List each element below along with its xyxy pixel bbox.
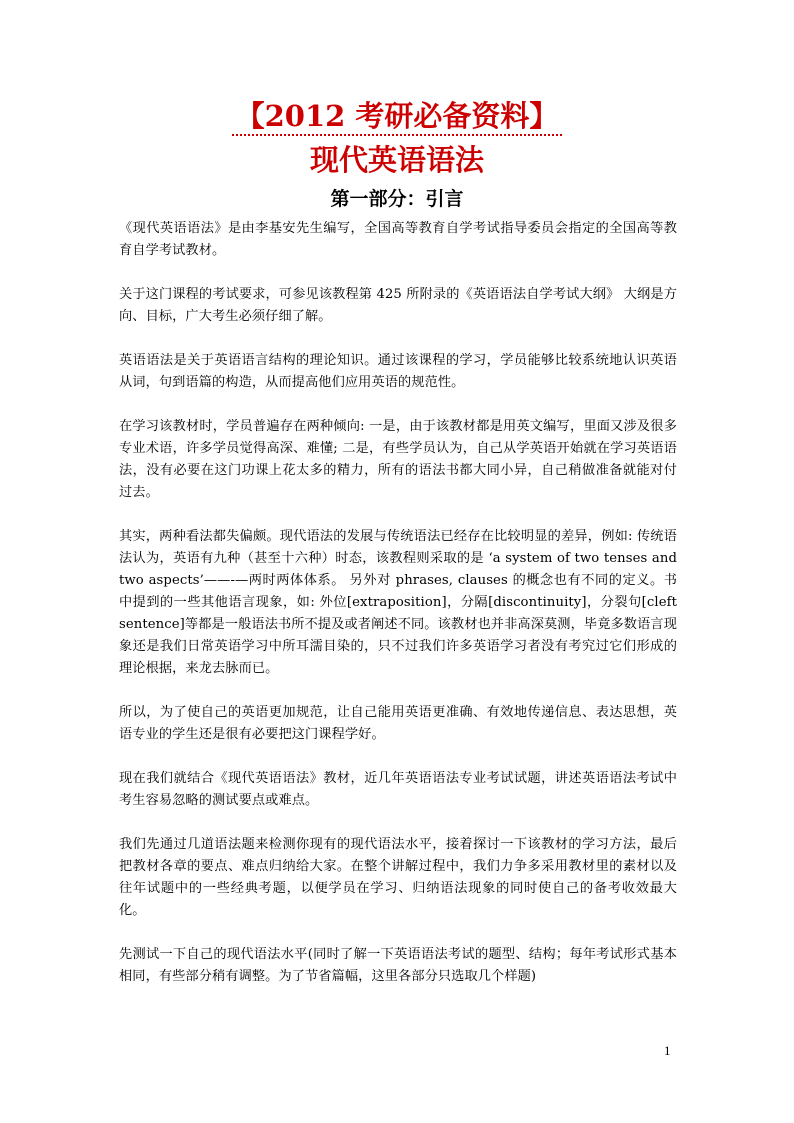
paragraph-1: 《现代英语语法》是由李基安先生编写，全国高等教育自学考试指导委员会指定的全国高等教育自学考试教材。 xyxy=(119,221,677,258)
document-body xyxy=(119,218,677,1010)
paragraph-3: 英语语法是关于英语语言结构的理论知识。通过该课程的学习，学员能够比较系统地认识英语从词，句到语篇的构造，从而提高他们应用英语的规范性。 xyxy=(119,353,677,390)
document-title-banner-text: 【2012 考研必备资料】 xyxy=(232,99,563,136)
paragraph-9: 先测试一下自己的现代语法水平(同时了解一下英语语法考试的题型、结构；每年考试形式基本相同，有些部分稍有调整。为了节省篇幅，这里各部分只选取几个样题) xyxy=(119,947,677,984)
document-title: 现代英语语法 xyxy=(309,143,484,177)
page-number: 1 xyxy=(664,1043,671,1058)
paragraph-4: 在学习该教材时，学员普遍存在两种倾向: 一是，由于该教材都是用英文编写，里面又涉及很多专业术语，许多学员觉得高深、难懂; 二是，有些学员认为，自己从学英语开始就在学习英语语法，没有必要在这门功课上花太多的精力，所有的语法书都大同小异，自己稍做准备就能对付过去。 xyxy=(119,419,677,500)
section-heading: 第一部分：引言 xyxy=(330,188,464,210)
paragraph-6: 所以，为了使自己的英语更加规范，让自己能用英语更准确、有效地传递信息、表达思想，英语专业的学生还是很有必要把这门课程学好。 xyxy=(119,705,677,742)
paragraph-8: 我们先通过几道语法题来检测你现有的现代语法水平，接着探讨一下该教材的学习方法，最后把教材各章的要点、难点归纳给大家。在整个讲解过程中，我们力争多采用教材里的素材以及往年试题中的一些经典考题，以便学员在学习、归纳语法现象的同时使自己的备考收效最大化。 xyxy=(119,837,677,918)
document-title-banner xyxy=(0,96,794,136)
paragraph-2: 关于这门课程的考试要求，可参见该教程第 425 所附录的《英语语法自学考试大纲》 大纲是方向、目标，广大考生必须仔细了解。 xyxy=(119,287,677,324)
paragraph-7: 现在我们就结合《现代英语语法》教材，近几年英语语法专业考试试题，讲述英语语法考试中考生容易忽略的测试要点或难点。 xyxy=(119,771,677,808)
paragraph-5: 其实，两种看法都失偏颇。现代语法的发展与传统语法已经存在比较明显的差异，例如: 传统语法认为，英语有九种（甚至十六种）时态，该教程则采取的是 ‘a system of two tenses and two aspects’——-—两时两体体系。 另外对 phrases, clauses 的概念也有不同的定义。书中提到的一些其他语言现象，如: 外位[extraposition]，分隔[discontinuity]，分裂句[cleft sentence]等都是一般语法书所不提及或者阐述不同。该教材也并非高深莫测，毕竟多数语言现象还是我们日常英语学习中所耳濡目染的，只不过我们许多英语学习者没有考究过它们形成的理论根据，来龙去脉而已。 xyxy=(119,529,677,676)
